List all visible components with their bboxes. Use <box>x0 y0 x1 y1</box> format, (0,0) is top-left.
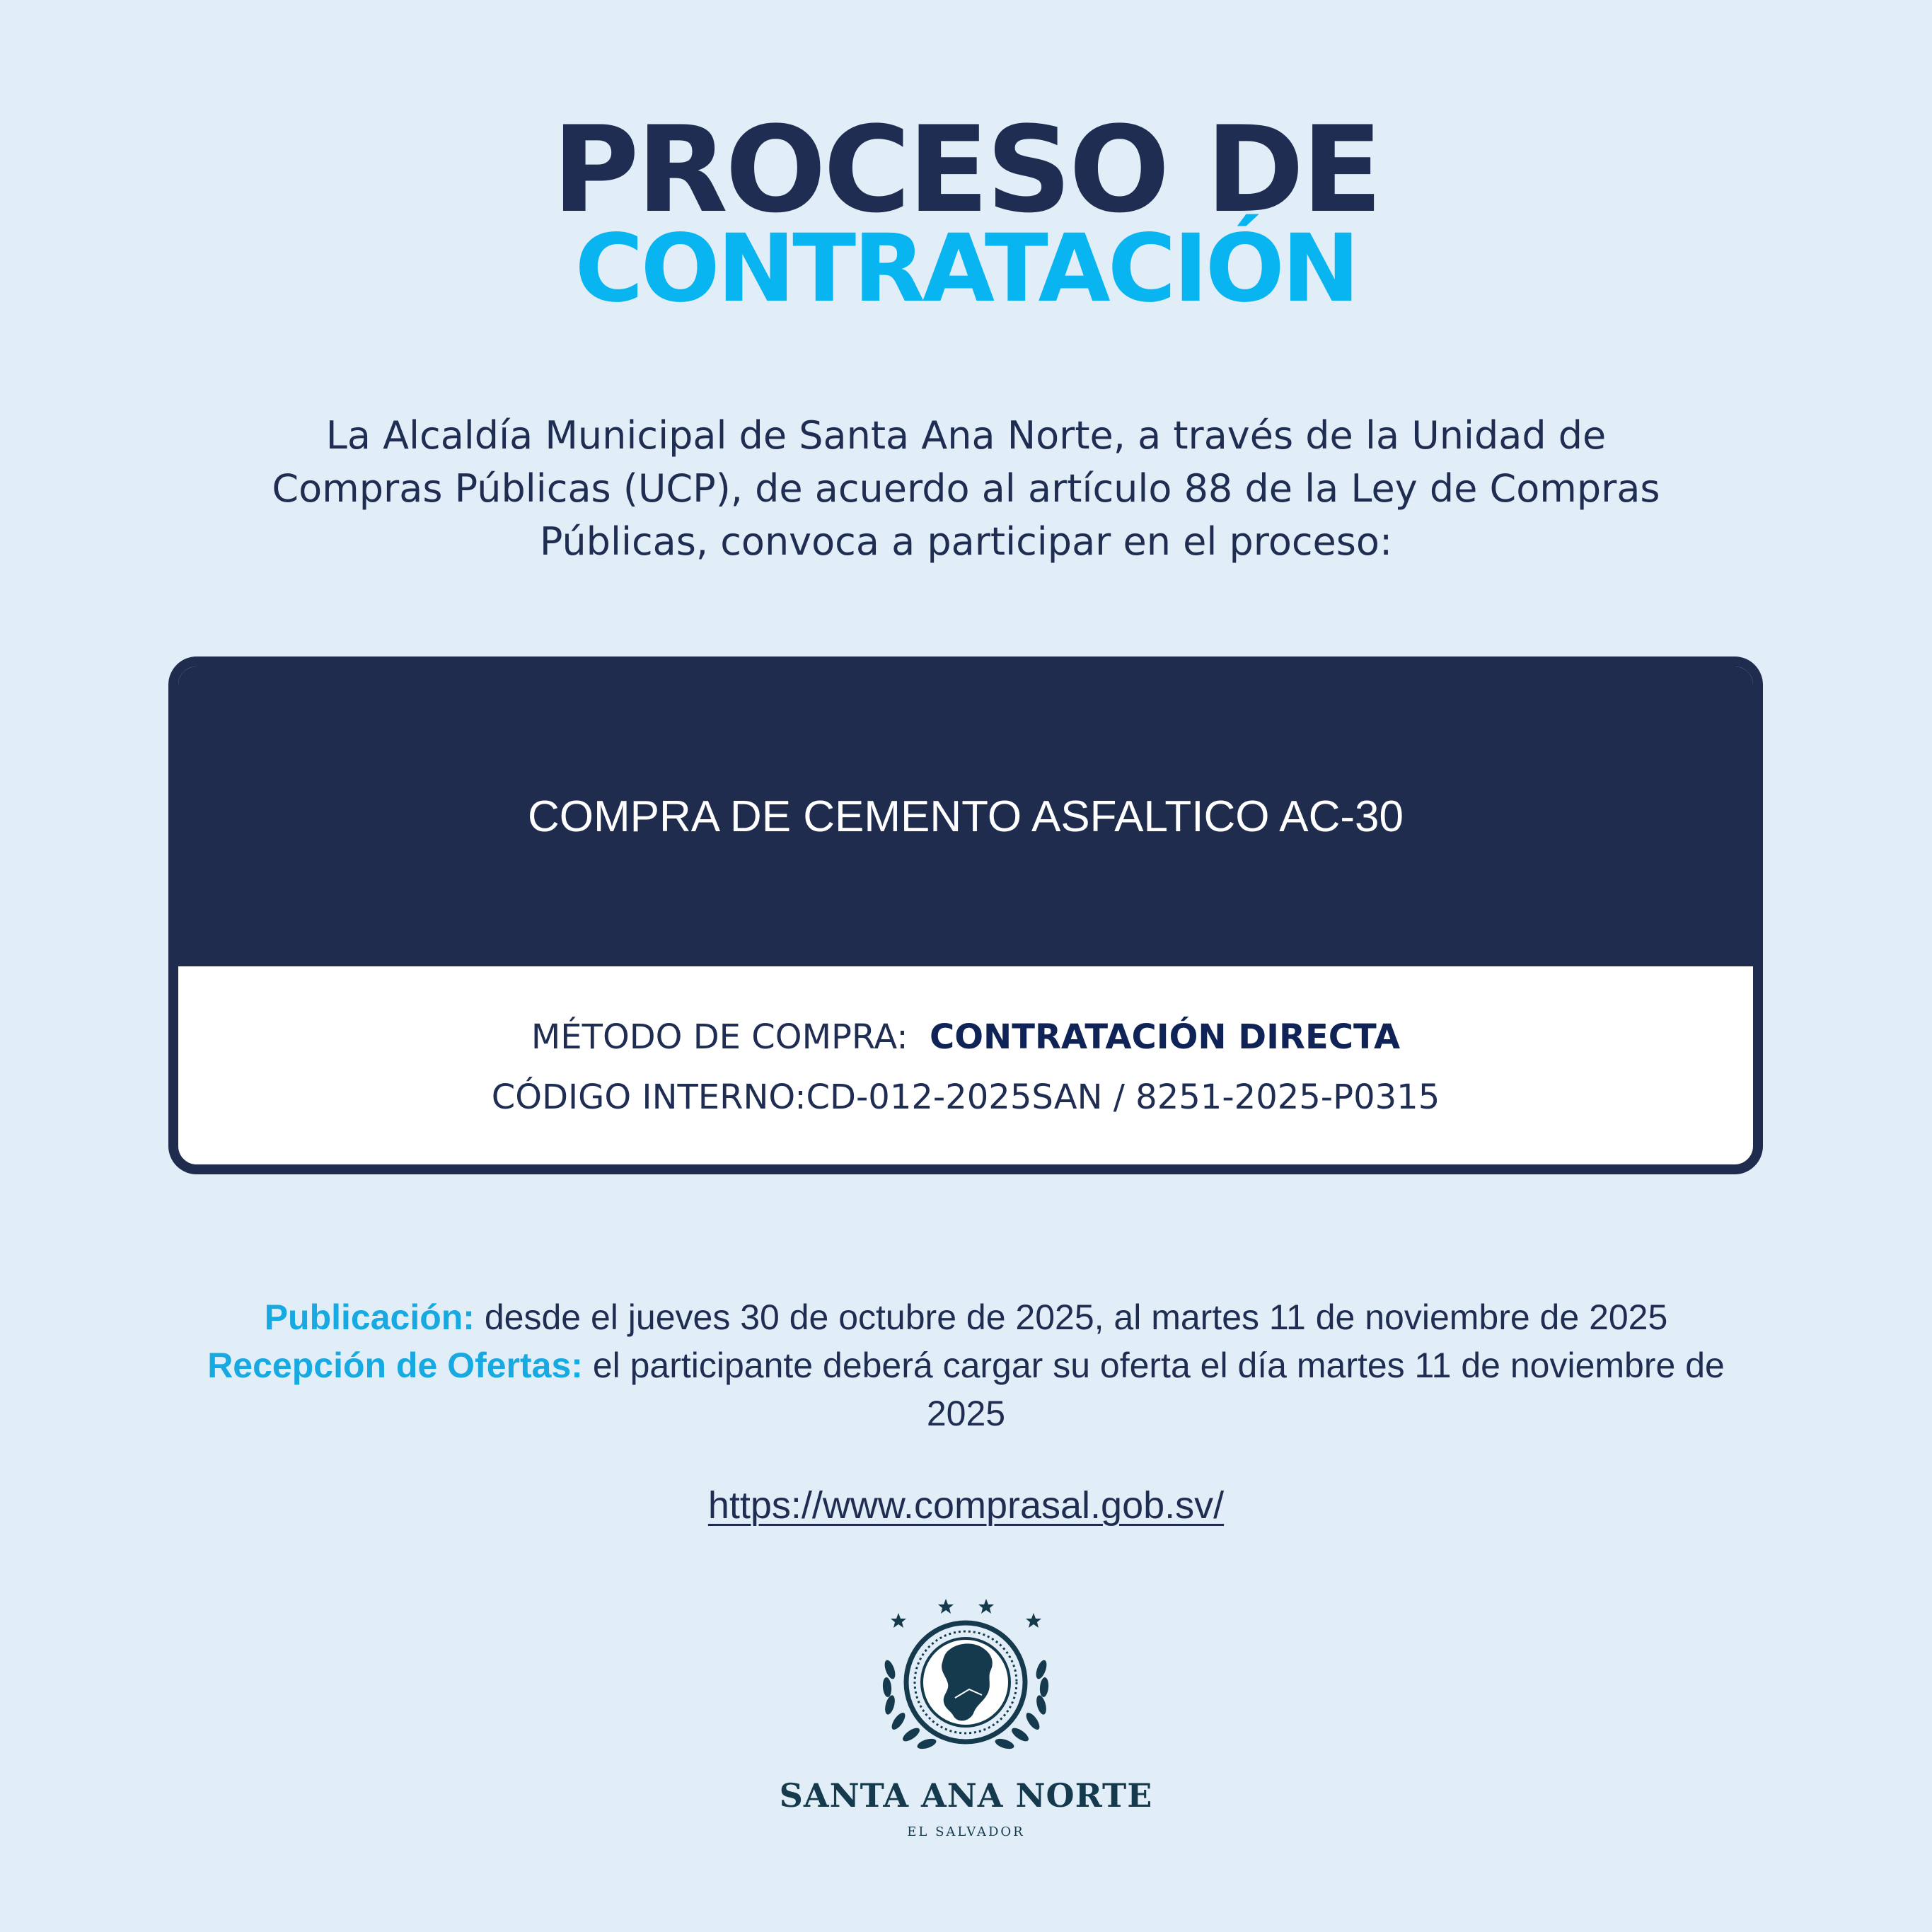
star-icon <box>938 1599 954 1614</box>
page-title-line1: PROCESO DE <box>552 100 1380 239</box>
reception-text: el participante deberá cargar su oferta el día martes 11 de noviembre de 2025 <box>592 1346 1725 1433</box>
process-card <box>168 656 1763 1174</box>
star-icon <box>978 1599 994 1614</box>
star-icon <box>891 1613 906 1628</box>
comprasal-link-row <box>0 1481 1932 1530</box>
purchase-method-row <box>178 1016 1753 1058</box>
reception-label: Recepción de Ofertas: <box>207 1346 583 1385</box>
brand-country: EL SALVADOR <box>907 1824 1025 1839</box>
process-card-body <box>178 966 1753 1164</box>
process-card-header <box>178 666 1753 966</box>
brand-name: SANTA ANA NORTE <box>779 1776 1153 1815</box>
page-title-line2: CONTRATACIÓN <box>574 214 1358 323</box>
publication-label: Publicación: <box>264 1297 475 1337</box>
intro-paragraph: La Alcaldía Municipal de Santa Ana Norte, a través de la Unidad de Compras Públicas (UCP), de acuerdo al artículo 88 de la Ley de Compras Públicas, convoca a participar en el proceso: <box>272 413 1660 564</box>
comprasal-link[interactable]: https://www.comprasal.gob.sv/ <box>707 1484 1225 1527</box>
process-title: COMPRA DE CEMENTO ASFALTICO AC-30 <box>527 792 1404 841</box>
publication-text: desde el jueves 30 de octubre de 2025, al martes 11 de noviembre de 2025 <box>484 1297 1668 1337</box>
municipal-seal-icon <box>870 1592 1062 1769</box>
internal-code: CÓDIGO INTERNO:CD-012-2025SAN / 8251-2025-P0315 <box>491 1077 1440 1117</box>
dates-block <box>170 1293 1762 1438</box>
star-icon <box>1026 1613 1041 1628</box>
purchase-method-value: CONTRATACIÓN DIRECTA <box>930 1017 1401 1057</box>
purchase-method-label: MÉTODO DE COMPRA: <box>531 1017 908 1057</box>
